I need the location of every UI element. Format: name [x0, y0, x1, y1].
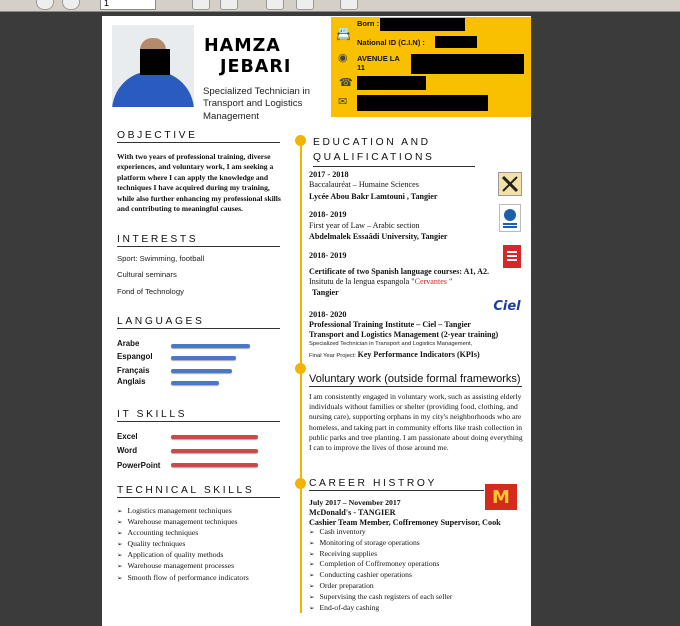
career-title: CAREER HISTROY — [309, 478, 484, 491]
phone-icon: ☎ — [339, 77, 353, 89]
list-item: ➢ End-of-day cashing — [309, 603, 519, 614]
ciel-logo-icon: Ciel — [493, 298, 521, 314]
education-diploma: Specialized Technician in Transport and Logistics Management, — [309, 341, 473, 347]
profile-photo — [112, 25, 194, 107]
list-item: ➢ Warehouse management processes — [117, 561, 287, 572]
list-item: ➢ Logistics management techniques — [117, 506, 287, 517]
career-period: July 2017 – November 2017 — [309, 498, 401, 507]
volunteer-text: I am consistently engaged in voluntary work, such as assisting elderly individuals without families or shelter (providing food, clothing, and nursing care), supporting orphans in my city's neighborhoods who are homeless, and taking part in community efforts like trash collection in public parks and tree planting. I am passionate about doing everything I can to improve the lives of those around me. — [309, 392, 523, 453]
it-skill-level-bar — [171, 449, 258, 453]
list-item: ➢ Cash inventory — [309, 527, 519, 538]
project-label: Final Year Project: — [309, 353, 358, 359]
list-item: ➢ Monitoring of storage operations — [309, 538, 519, 549]
education-school: Abdelmalek Essaâdi University, Tangier — [309, 232, 448, 241]
education-years: 2018- 2019 — [309, 210, 347, 219]
id-card-icon: 📇 — [336, 27, 351, 41]
last-name: JEBARI — [220, 57, 292, 77]
education-school — [309, 277, 452, 286]
toolbar-fit-button[interactable] — [220, 0, 238, 10]
list-item: ➢ Supervising the cash registers of each seller — [309, 592, 519, 603]
it-skill-label: Word — [117, 446, 138, 455]
education-program: Transport and Logistics Management (2-year training) — [309, 330, 499, 339]
timeline-dot — [295, 135, 306, 146]
cervantes-logo-icon — [503, 245, 521, 268]
language-level-bar — [171, 356, 236, 360]
national-id-label: National ID (C.I.N) : — [357, 38, 425, 47]
education-city: Tangier — [312, 288, 339, 297]
objective-title: OBJECTIVE — [117, 130, 280, 143]
language-label: Arabe — [117, 339, 140, 348]
timeline-dot — [295, 478, 306, 489]
toolbar-back-button[interactable] — [62, 0, 80, 10]
project-title: Key Performance Indicators (KPIs) — [357, 350, 480, 359]
language-label: Anglais — [117, 377, 146, 386]
mcdonalds-logo-icon: M — [485, 484, 517, 510]
candidate-name — [204, 36, 291, 78]
language-label: Français — [117, 366, 150, 375]
education-years: 2018- 2020 — [309, 310, 347, 319]
list-item: ➢ Smooth flow of performance indicators — [117, 573, 287, 584]
toolbar-page-button[interactable] — [192, 0, 210, 10]
education-years: 2018- 2019 — [309, 251, 347, 260]
toolbar-circle-button[interactable] — [36, 0, 54, 10]
technical-skills-title: TECHNICAL SKILLS — [117, 485, 280, 498]
education-degree: Professional Training Institute – Ciel – Tangier — [309, 320, 471, 329]
page-number-field[interactable]: 1 — [100, 0, 156, 10]
photo-redaction — [140, 49, 170, 75]
education-degree: First year of Law – Arabic section — [309, 221, 420, 230]
list-item: ➢ Quality techniques — [117, 539, 287, 550]
education-years: 2017 - 2018 — [309, 170, 349, 179]
list-item: ➢ Conducting cashier operations — [309, 570, 519, 581]
language-level-bar — [171, 369, 232, 373]
location-pin-icon: ◉ — [338, 52, 348, 64]
born-label: Born : — [357, 19, 380, 28]
phone-redaction — [357, 76, 426, 90]
first-name: HAMZA — [204, 36, 281, 56]
cervantes-text: Cervantes — [414, 277, 447, 286]
language-label: Espangol — [117, 352, 153, 361]
cv-page — [102, 16, 531, 626]
toolbar-tools-button[interactable] — [340, 0, 358, 10]
it-skills-title: IT SKILLS — [117, 409, 280, 422]
technical-skills-list — [117, 506, 287, 584]
list-item: ➢ Application of quality methods — [117, 550, 287, 561]
contact-box — [331, 17, 531, 117]
it-skill-label: Excel — [117, 432, 138, 441]
languages-title: LANGUAGES — [117, 316, 280, 329]
education-school: Lycée Abou Bakr Lamtouni , Tangier — [309, 192, 438, 201]
job-title: Specialized Technician in Transport and Logistics Management — [203, 86, 311, 122]
it-skill-level-bar — [171, 435, 258, 439]
list-item: ➢ Receiving supplies — [309, 549, 519, 560]
education-degree: Baccalauréat – Humaine Sciences — [309, 180, 419, 189]
school-name-part: " — [446, 277, 453, 286]
school-name-part: Insitutu de la lengua espangola " — [309, 277, 415, 286]
timeline-dot — [295, 363, 306, 374]
national-id-redaction — [435, 36, 477, 48]
education-project — [309, 350, 480, 359]
interest-item: Cultural seminars — [117, 270, 177, 279]
interests-title: INTERESTS — [117, 234, 280, 247]
list-item: ➢ Order preparation — [309, 581, 519, 592]
tools-logo-icon — [498, 172, 522, 196]
envelope-icon: ✉ — [338, 96, 348, 108]
education-degree: Certificate of two Spanish language courses: A1, A2. — [309, 267, 490, 276]
address-number: 11 — [357, 63, 365, 72]
address-label: AVENUE LA — [357, 54, 400, 63]
list-item: ➢ Warehouse management techniques — [117, 517, 287, 528]
list-item: ➢ Completion of Coffremoney operations — [309, 559, 519, 570]
volunteer-title: Voluntary work (outside formal frameworks) — [309, 373, 521, 385]
it-skill-level-bar — [171, 463, 258, 467]
language-level-bar — [171, 381, 219, 385]
objective-text: With two years of professional training, diverse experiences, and voluntary work, I am seeking a platform where I can apply the knowledge and techniques I have acquired during my training, while also further enhancing my professional skills and contributing to meaningful causes. — [117, 152, 281, 214]
career-task-list — [309, 527, 519, 613]
language-level-bar — [171, 344, 250, 348]
list-item: ➢ Accounting techniques — [117, 528, 287, 539]
email-redaction — [357, 95, 488, 111]
career-company: McDonald's - TANGIER — [309, 508, 396, 517]
education-title: EDUCATION AND QUALIFICATIONS — [313, 136, 475, 167]
born-redaction — [380, 18, 465, 31]
interest-item: Sport: Swimming, football — [117, 254, 205, 263]
interest-item: Fond of Technology — [117, 287, 184, 296]
career-role: Cashier Team Member, Coffremoney Supervisor, Cook — [309, 518, 501, 527]
toolbar-comment-button[interactable] — [266, 0, 284, 10]
university-logo-icon — [499, 204, 521, 232]
address-redaction — [411, 54, 524, 74]
timeline-line — [300, 139, 302, 613]
toolbar-sign-button[interactable] — [296, 0, 314, 10]
it-skill-label: PowerPoint — [117, 461, 161, 470]
viewer-toolbar — [0, 0, 680, 12]
